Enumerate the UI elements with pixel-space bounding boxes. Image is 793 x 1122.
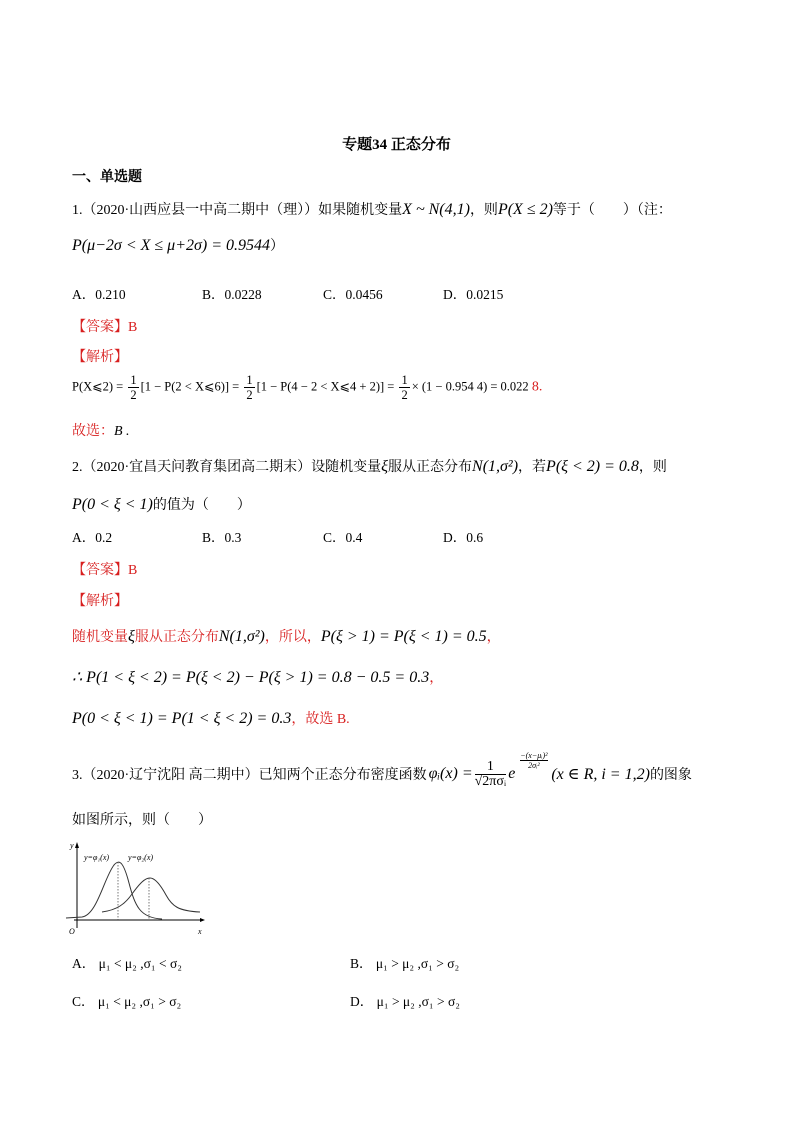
q2-option-c[interactable]: C．0.4 xyxy=(323,530,363,545)
y-axis-arrow xyxy=(75,842,79,848)
q2-analysis-line1: 随机变量ξ服从正态分布N(1,σ²)，所以，P(ξ > 1) = P(ξ < 1) = 0.5， xyxy=(72,628,501,645)
q1-analysis-label: 【解析】 xyxy=(72,350,128,365)
q3-option-b[interactable]: B． μ₁ > μ₂ ,σ₁ > σ₂ xyxy=(350,956,460,971)
curve1-label: y=φ₁(x) xyxy=(84,853,110,862)
question-2-line2: P(0 < ξ < 1)的值为（ ） xyxy=(72,496,251,513)
question-3-stem: 3.（2020·辽宁沈阳 高二期中）已知两个正态分布密度函数 φᵢ(x) = $\frac{1}{\text{√2πσᵢ}}$ e −(x−μᵢ)² 2σᵢ² (x ∈ R, i = 1,2) 的图象 xyxy=(72,751,692,789)
page-title: 专题34 正态分布 xyxy=(342,137,451,153)
q3-option-a[interactable]: A． μ₁ < μ₂ ,σ₁ < σ₂ xyxy=(72,956,182,971)
q1-math-dist: X ~ N(4,1) xyxy=(402,201,470,218)
q1-option-b[interactable]: B．0.0228 xyxy=(202,287,262,302)
q1-analysis-formula: P(X⩽2) = $\frac{1}{2}$ [1 − P(2 < X⩽6)] = $\frac{1}{2}$ [1 − P(4 − 2 < X⩽4 + 2)] = $\frac{1}{2}$ × (1 − 0.954 4) = 0.022 8. xyxy=(72,373,543,402)
curve-phi1 xyxy=(66,862,162,919)
q3-figure xyxy=(62,838,212,938)
curve-phi2 xyxy=(102,878,200,912)
question-1-note: P(μ−2σ < X ≤ μ+2σ) = 0.9544） xyxy=(72,237,285,254)
q1-note-math: P(μ−2σ < X ≤ μ+2σ) = 0.9544 xyxy=(72,237,271,254)
fraction-half: $\frac{1}{2}$ xyxy=(246,373,253,402)
q2-option-a[interactable]: A．0.2 xyxy=(72,530,113,545)
x-axis-label: x xyxy=(198,927,202,936)
q1-conclusion: 故选：B . xyxy=(72,424,130,439)
question-1-stem: 1.（2020·山西应县一中高二期中（理））如果随机变量X ~ N(4,1)，则P(X ≤ 2)等于（ ）（注： xyxy=(72,201,672,218)
fraction-half: $\frac{1}{2}$ xyxy=(130,373,137,402)
q1-answer: 【答案】B xyxy=(72,320,138,335)
curve2-label: y=φ₂(x) xyxy=(128,853,154,862)
q2-option-d[interactable]: D．0.6 xyxy=(443,530,484,545)
q1-math-prob: P(X ≤ 2) xyxy=(497,201,553,218)
x-axis-arrow xyxy=(200,918,205,922)
q1-option-c[interactable]: C．0.0456 xyxy=(323,287,383,302)
q3-fraction: $\frac{1}{\text{√2πσᵢ}}$ xyxy=(474,758,507,789)
fraction-half: $\frac{1}{2}$ xyxy=(401,373,408,402)
question-3-line2: 如图所示，则（ ） xyxy=(72,813,212,828)
q2-analysis-line3: P(0 < ξ < 1) = P(1 < ξ < 2) = 0.3，故选 B. xyxy=(72,710,350,727)
q3-exponent: −(x−μᵢ)² 2σᵢ² xyxy=(520,751,548,770)
q1-option-a[interactable]: A．0.210 xyxy=(72,287,126,302)
q1-option-d[interactable]: D．0.0215 xyxy=(443,287,504,302)
q2-analysis-line2: ∴ P(1 < ξ < 2) = P(ξ < 2) − P(ξ > 1) = 0.8 − 0.5 = 0.3， xyxy=(72,669,444,686)
y-axis-label: y xyxy=(70,841,74,850)
question-2-stem: 2.（2020·宜昌天问教育集团高二期末）设随机变量ξ服从正态分布N(1,σ²)，若P(ξ < 2) = 0.8，则 xyxy=(72,458,667,475)
q3-option-d[interactable]: D． μ₁ > μ₂ ,σ₁ > σ₂ xyxy=(350,994,460,1009)
section-heading: 一、单选题 xyxy=(72,170,142,185)
q2-answer: 【答案】B xyxy=(72,563,138,578)
origin-label: O xyxy=(69,927,75,936)
q2-option-b[interactable]: B．0.3 xyxy=(202,530,242,545)
q3-option-c[interactable]: C． μ₁ < μ₂ ,σ₁ > σ₂ xyxy=(72,994,182,1009)
q2-analysis-label: 【解析】 xyxy=(72,594,128,609)
